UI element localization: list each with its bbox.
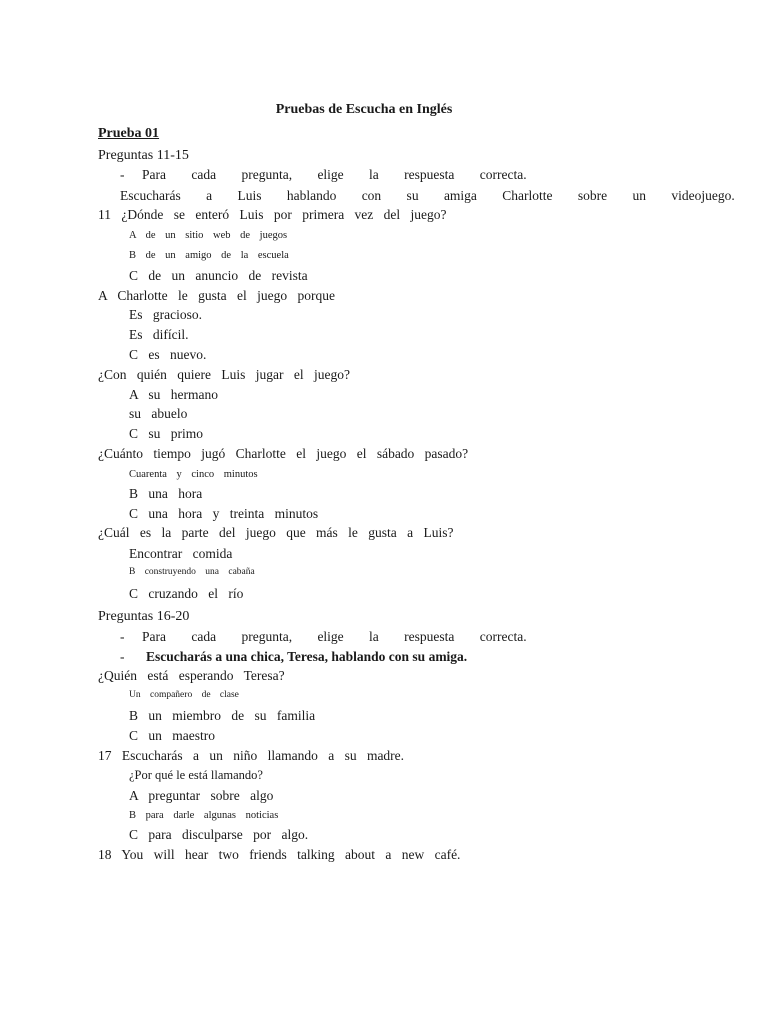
- q13-option-b: su abuelo: [129, 406, 188, 421]
- q17-option-c: C para disculparse por algo.: [129, 827, 309, 842]
- part1-heading: Preguntas 11-15: [98, 148, 189, 163]
- part2-instruction: Para cada pregunta, elige la respuesta correcta.: [142, 629, 527, 644]
- part2-instruction-dash: -: [120, 629, 125, 644]
- q17-option-a: A preguntar sobre algo: [129, 788, 274, 803]
- question-16: ¿Quién está esperando Teresa?: [98, 668, 285, 683]
- q12-option-b: Es difícil.: [129, 327, 189, 342]
- part2-intro: Escucharás a una chica, Teresa, hablando con su amiga.: [146, 649, 468, 664]
- part1-intro: Escucharás a Luis hablando con su amiga Charlotte sobre un videojuego.: [120, 188, 735, 203]
- q11-option-c: C de un anuncio de revista: [129, 268, 308, 283]
- q17-subquestion: ¿Por qué le está llamando?: [129, 768, 263, 782]
- question-17: 17 Escucharás a un niño llamando a su madre.: [98, 748, 405, 763]
- q15-option-c: C cruzando el río: [129, 586, 244, 601]
- question-18: 18 You will hear two friends talking about a new café.: [98, 847, 461, 862]
- q11-option-b: B de un amigo de la escuela: [129, 250, 289, 261]
- section-title-prueba: Prueba 01: [98, 126, 160, 141]
- q15-option-b: B construyendo una cabaña: [129, 567, 255, 577]
- q14-option-b: B una hora: [129, 486, 203, 501]
- part2-heading: Preguntas 16-20: [98, 609, 190, 624]
- q11-option-a: A de un sitio web de juegos: [129, 230, 288, 241]
- q14-option-c: C una hora y treinta minutos: [129, 506, 319, 521]
- q12-option-c: C es nuevo.: [129, 347, 207, 362]
- question-12: A Charlotte le gusta el juego porque: [98, 288, 335, 303]
- part1-instruction-dash: -: [120, 167, 125, 182]
- q15-option-a: Encontrar comida: [129, 546, 233, 561]
- q16-option-a: Un compañero de clase: [129, 690, 239, 700]
- q14-option-a: Cuarenta y cinco minutos: [129, 469, 258, 480]
- q16-option-b: B un miembro de su familia: [129, 708, 316, 723]
- question-14: ¿Cuánto tiempo jugó Charlotte el juego el sábado pasado?: [98, 446, 469, 461]
- question-11: 11 ¿Dónde se enteró Luis por primera vez del juego?: [98, 207, 447, 222]
- q16-option-c: C un maestro: [129, 728, 215, 743]
- page-title: Pruebas de Escucha en Inglés: [275, 102, 453, 117]
- q13-option-c: C su primo: [129, 426, 204, 441]
- part1-instruction: Para cada pregunta, elige la respuesta correcta.: [142, 167, 527, 182]
- q13-option-a: A su hermano: [129, 387, 218, 402]
- q17-option-b: B para darle algunas noticias: [129, 810, 279, 821]
- q12-option-a: Es gracioso.: [129, 307, 202, 322]
- question-15: ¿Cuál es la parte del juego que más le gusta a Luis?: [98, 525, 454, 540]
- question-13: ¿Con quién quiere Luis jugar el juego?: [98, 367, 350, 382]
- part2-intro-dash: -: [120, 649, 125, 664]
